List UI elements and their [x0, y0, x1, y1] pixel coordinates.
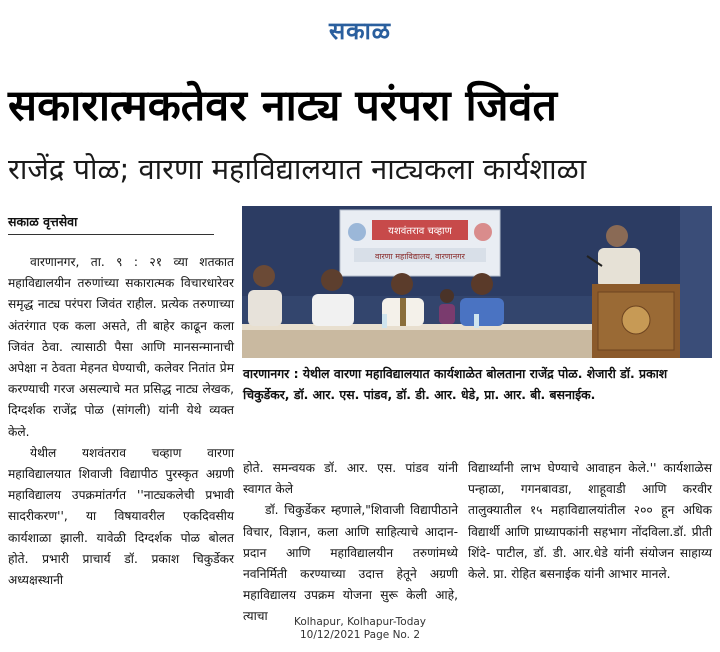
- date-page-line: 10/12/2021 Page No. 2: [299, 629, 421, 641]
- banner-subtitle: वारणा महाविद्यालय, वारणानगर: [375, 252, 465, 261]
- article-column-1: [8, 252, 234, 591]
- banner-title: यशवंतराव चव्हाण: [388, 226, 452, 237]
- university-emblem-icon: [474, 223, 492, 241]
- paragraph: विद्यार्थ्यांनी लाभ घेण्याचे आवाहन केले.'' कार्यशाळेस पन्हाळा, गगनबावडा, शाहूवाडी आणि करवीर तालुक्यातील १५ महाविद्यालयांतील २०० हून अधिक विद्यार्थी आणि प्राध्यापकांनी सहभाग नोंदविला.डॉ. प्रीती शिंदे- पाटील, डॉ. डी. आर.धेडे यांनी संयोजन साहाय्य केले. प्रा. रोहित बसनाईक यांनी आभार मानले.: [468, 461, 712, 582]
- college-emblem-icon: [348, 223, 366, 241]
- photo-illustration: [242, 206, 712, 358]
- newspaper-masthead: सकाळ: [328, 16, 392, 45]
- paragraph: होते. समन्वयक डॉ. आर. एस. पांडव यांनी स्वागत केले: [243, 461, 458, 497]
- photo-caption: वारणानगर : येथील वारणा महाविद्यालयात कार्यशाळेत बोलताना राजेंद्र पोळ. शेजारी डॉ. प्रकाश चिकुर्डेकर, डॉ. आर. एस. पांडव, डॉ. डी. आर. धेडे, प्रा. आर. बी. बसनाईक.: [243, 366, 668, 402]
- article-subheadline: राजेंद्र पोळ; वारणा महाविद्यालयात नाट्यकला कार्यशाळा: [8, 152, 587, 186]
- event-photo: [242, 206, 712, 358]
- podium-emblem-icon: [622, 306, 650, 334]
- paragraph: वारणानगर, ता. ९ : २१ व्या शतकात महाविद्यालयीन तरुणांच्या सकारात्मक विचारधारेवर समृद्ध नाट्य परंपरा जिवंत राहील. प्रत्येक तरुणाच्या अंतरंगात एक कला असते, ती बाहेर काढून कला जिवंत ठेवा. त्यासाठी पैसा आणि मानसन्मानाची अपेक्षा न ठेवता मेहनत घेण्याची, कलेवर नितांत प्रेम करण्याची गरज असल्याचे मत प्रसिद्ध नाट्य लेखक, दिग्दर्शक राजेंद्र पोळ (सांगली) यांनी येथे व्यक्त केले.: [8, 255, 234, 439]
- byline: सकाळ वृत्तसेवा: [8, 213, 214, 235]
- article-column-3: [468, 458, 712, 585]
- article-column-2: [243, 458, 458, 628]
- paragraph: डॉ. चिकुर्डेकर म्हणाले,"शिवाजी विद्यापीठाने विचार, विज्ञान, कला आणि साहित्याचे आदान-प्रदान आणि महाविद्यालयीन तरुणांमध्ये नवनिर्मिती करण्याच्या उदात्त हेतूने अग्रणी महाविद्यालय उपक्रम योजना सुरू केली आहे, त्याचा: [243, 503, 458, 624]
- article-headline: सकारात्मकतेवर नाट्य परंपरा जिवंत: [8, 81, 557, 131]
- edition-line: Kolhapur, Kolhapur-Today: [293, 616, 427, 628]
- publication-footer: [0, 616, 720, 642]
- paragraph: येथील यशवंतराव चव्हाण वारणा महाविद्यालयात शिवाजी विद्यापीठ पुरस्कृत अग्रणी महाविद्यालय उपक्रमांतर्गत ''नाट्यकलेची प्रभावी सादरीकरण'', या विषयावरील एकदिवसीय कार्यशाळा झाली. यावेळी दिग्दर्शक पोळ बोलत होते. प्रभारी प्राचार्य डॉ. प्रकाश चिकुर्डेकर अध्यक्षस्थानी: [8, 445, 234, 588]
